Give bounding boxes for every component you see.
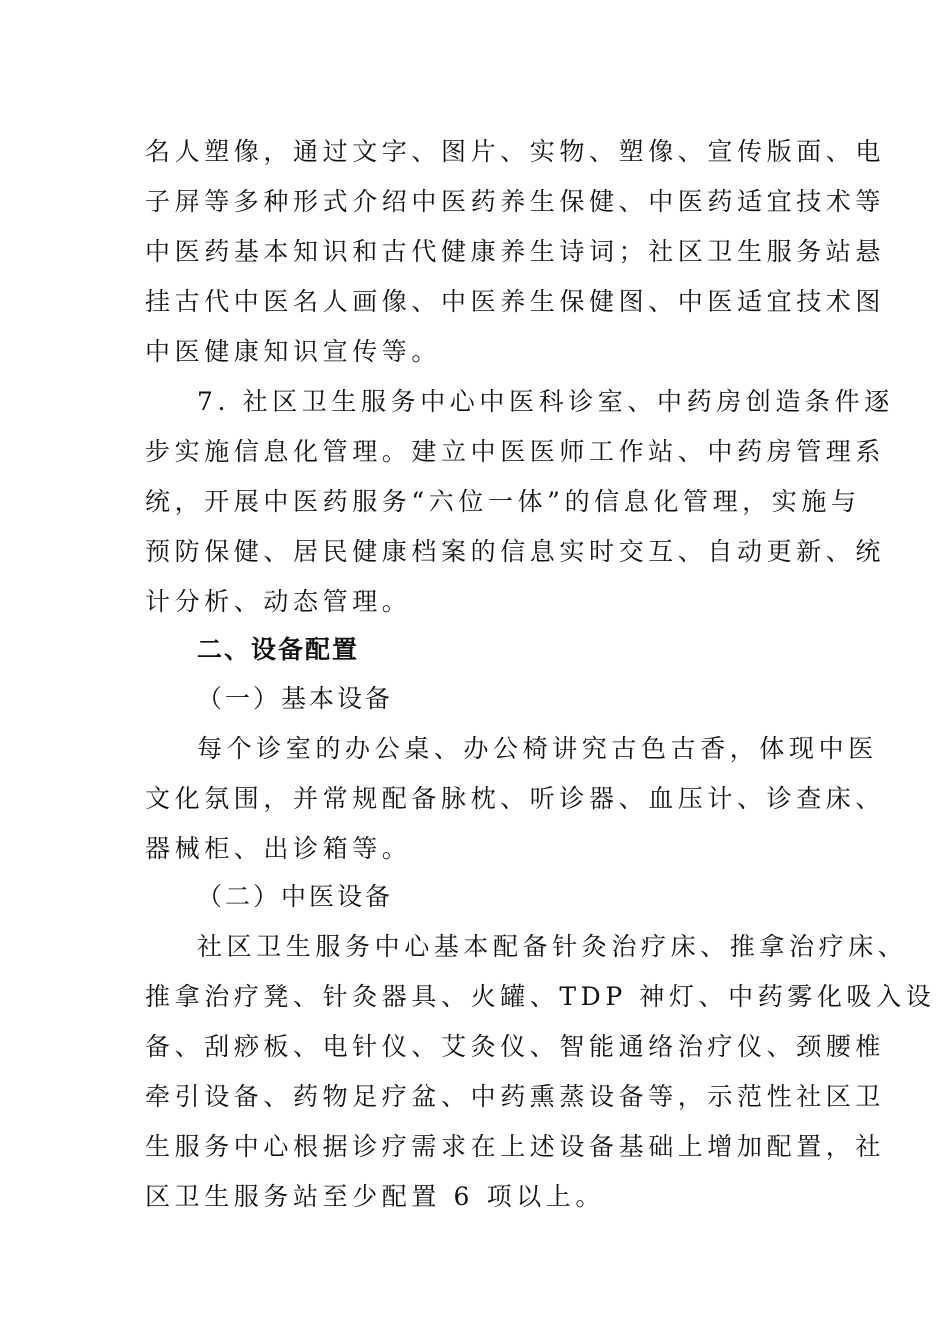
paragraph-line: 名人塑像，通过文字、图片、实物、塑像、宣传版面、电	[145, 137, 886, 166]
paragraph-line: 牵引设备、药物足疗盆、中药熏蒸设备等，示范性社区卫	[145, 1082, 886, 1111]
paragraph-line: 区卫生服务站至少配置 6 项以上。	[145, 1182, 606, 1211]
paragraph-line: 计分析、动态管理。	[145, 587, 412, 616]
paragraph-line: 挂古代中医名人画像、中医养生保健图、中医适宜技术图	[145, 287, 886, 316]
paragraph-line: 统，开展中医药服务“六位一体”的信息化管理，实施与	[145, 487, 861, 516]
paragraph-line: 推拿治疗凳、针灸器具、火罐、TDP 神灯、中药雾化吸入设	[145, 982, 936, 1011]
paragraph-line: 中医健康知识宣传等。	[145, 337, 442, 366]
paragraph-line: 步实施信息化管理。建立中医医师工作站、中药房管理系	[145, 437, 886, 466]
subsection-heading: （二）中医设备	[197, 882, 394, 911]
subsection-heading: （一）基本设备	[197, 684, 394, 713]
paragraph-line: 子屏等多种形式介绍中医药养生保健、中医药适宜技术等	[145, 187, 886, 216]
paragraph-line: 预防保健、居民健康档案的信息实时交互、自动更新、统	[145, 537, 886, 566]
paragraph-line: 社区卫生服务中心基本配备针灸治疗床、推拿治疗床、	[197, 932, 908, 961]
paragraph-line: 器械柜、出诊箱等。	[145, 834, 412, 863]
paragraph-line: 备、刮痧板、电针仪、艾灸仪、智能通络治疗仪、颈腰椎	[145, 1032, 886, 1061]
paragraph-line: 每个诊室的办公桌、办公椅讲究古色古香，体现中医	[197, 734, 878, 763]
paragraph-line: 中医药基本知识和古代健康养生诗词；社区卫生服务站悬	[145, 237, 886, 266]
paragraph-line: 7. 社区卫生服务中心中医科诊室、中药房创造条件逐	[197, 387, 894, 416]
paragraph-line: 文化氛围，并常规配备脉枕、听诊器、血压计、诊查床、	[145, 784, 886, 813]
paragraph-line: 生服务中心根据诊疗需求在上述设备基础上增加配置，社	[145, 1132, 886, 1161]
section-heading: 二、设备配置	[197, 635, 360, 664]
